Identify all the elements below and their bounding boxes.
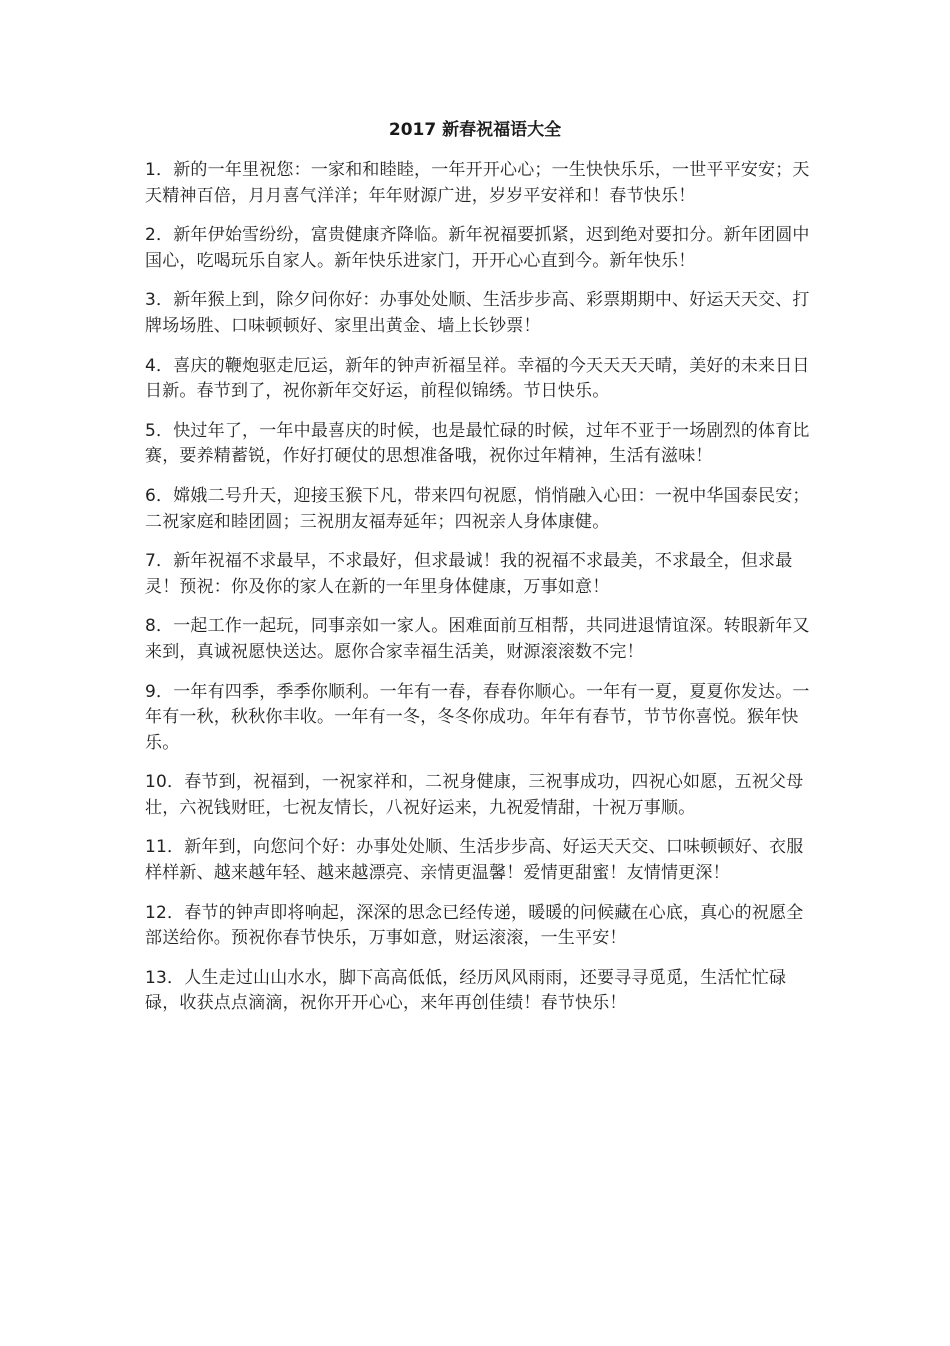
blessing-paragraph: 1．新的一年里祝您：一家和和睦睦，一年开开心心；一生快快乐乐，一世平平安安；天天精神百倍，月月喜气洋洋；年年财源广进，岁岁平安祥和！春节快乐！ <box>145 160 810 206</box>
blessing-paragraph: 5．快过年了，一年中最喜庆的时候，也是最忙碌的时候，过年不亚于一场剧烈的体育比赛，要养精蓄锐，作好打硬仗的思想准备哦，祝你过年精神，生活有滋味！ <box>145 420 810 467</box>
blessing-paragraph: 13．人生走过山山水水，脚下高高低低，经历风风雨雨，还要寻寻觅觅，生活忙忙碌碌，收获点点滴滴，祝你开开心心，来年再创佳绩！春节快乐！ <box>145 967 787 1014</box>
blessing-paragraph: 8．一起工作一起玩，同事亲如一家人。困难面前互相帮，共同进退情谊深。转眼新年又来到，真诚祝愿快送达。愿你合家幸福生活美，财源滚滚数不完！ <box>145 616 810 662</box>
blessing-paragraph: 11．新年到，向您问个好：办事处处顺、生活步步高、好运天天交、口味顿顿好、衣服样样新、越来越年轻、越来越漂亮、亲情更温馨！爱情更甜蜜！友情情更深！ <box>145 837 804 884</box>
blessing-paragraph: 12．春节的钟声即将响起，深深的思念已经传递，暖暖的问候藏在心底，真心的祝愿全部送给你。预祝你春节快乐，万事如意，财运滚滚，一生平安！ <box>145 902 804 949</box>
document-title: 2017 新春祝福语大全 <box>388 120 562 140</box>
blessing-paragraph: 6．嫦娥二号升天，迎接玉猴下凡，带来四句祝愿，悄悄融入心田：一祝中华国泰民安；二祝家庭和睦团圆；三祝朋友福寿延年；四祝亲人身体康健。 <box>145 485 810 532</box>
blessing-paragraph: 4．喜庆的鞭炮驱走厄运，新年的钟声祈福呈祥。幸福的今天天天天晴，美好的未来日日日新。春节到了，祝你新年交好运，前程似锦绣。节日快乐。 <box>145 355 810 402</box>
blessing-paragraph: 7．新年祝福不求最早，不求最好，但求最诚！我的祝福不求最美，不求最全，但求最灵！预祝：你及你的家人在新的一年里身体健康，万事如意！ <box>145 551 793 597</box>
blessing-paragraph: 10．春节到，祝福到，一祝家祥和，二祝身健康，三祝事成功，四祝心如愿，五祝父母壮，六祝钱财旺，七祝友情长，八祝好运来，九祝爱情甜，十祝万事顺。 <box>145 772 804 818</box>
blessing-paragraph: 3．新年猴上到，除夕问你好：办事处处顺、生活步步高、彩票期期中、好运天天交、打牌场场胜、口味顿顿好、家里出黄金、墙上长钞票！ <box>145 290 810 336</box>
blessing-paragraph: 2．新年伊始雪纷纷，富贵健康齐降临。新年祝福要抓紧，迟到绝对要扣分。新年团圆中国心，吃喝玩乐自家人。新年快乐进家门，开开心心直到今。新年快乐！ <box>145 225 810 271</box>
document-body <box>145 158 810 1031</box>
blessing-paragraph: 9．一年有四季，季季你顺利。一年有一春，春春你顺心。一年有一夏，夏夏你发达。一年有一秋，秋秋你丰收。一年有一冬，冬冬你成功。年年有春节，节节你喜悦。猴年快乐。 <box>145 681 810 753</box>
